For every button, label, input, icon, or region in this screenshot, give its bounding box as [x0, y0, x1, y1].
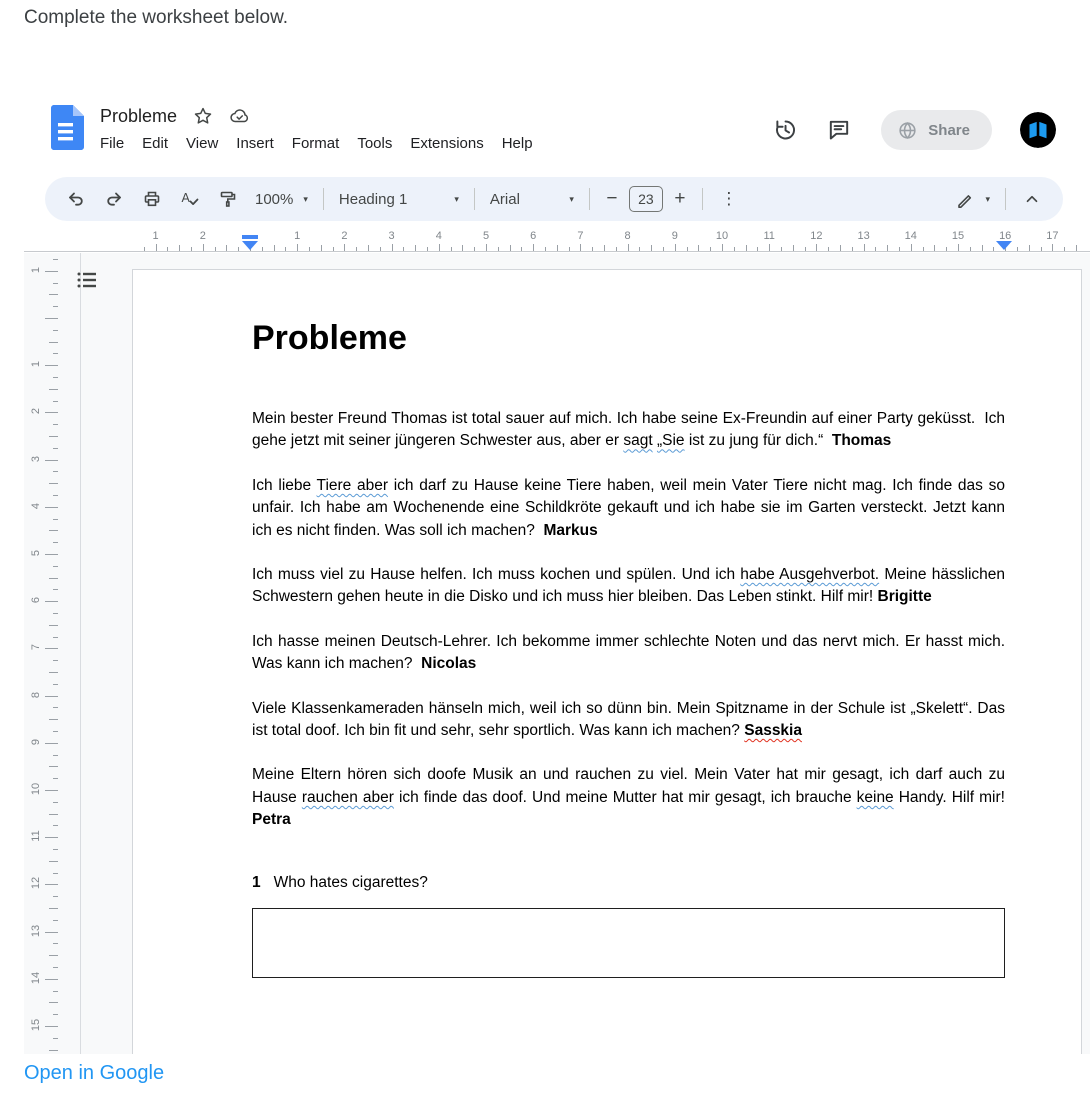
ruler-tick	[510, 245, 511, 251]
ruler-tick	[53, 802, 58, 803]
ruler-tick	[698, 245, 699, 251]
text-run: „Sie	[656, 432, 685, 450]
text-run: keine	[856, 788, 894, 806]
ruler-tick	[45, 790, 58, 791]
ruler-number: 2	[30, 408, 42, 415]
font-select[interactable]: Arial ▾	[482, 181, 582, 217]
ruler-number: 1	[30, 266, 42, 273]
ruler-tick	[53, 401, 58, 402]
ruler-tick	[45, 696, 58, 697]
text-run: habe Ausgehverbot.	[740, 566, 880, 584]
ruler-tick	[49, 672, 58, 673]
ruler-tick	[285, 247, 286, 251]
ruler-tick	[53, 259, 58, 260]
ruler-number: 11	[30, 830, 42, 842]
menu-view[interactable]: View	[177, 133, 227, 154]
ruler-tick	[191, 247, 192, 251]
ruler-tick	[49, 342, 58, 343]
ruler-number: 10	[715, 230, 729, 242]
ruler-tick	[49, 625, 58, 626]
ruler-tick	[49, 483, 58, 484]
ruler-tick	[781, 247, 782, 251]
decrease-font-size-button[interactable]: −	[597, 181, 627, 217]
undo-button[interactable]	[57, 181, 95, 217]
ruler-number: 11	[763, 230, 775, 242]
ruler-tick	[53, 778, 58, 779]
menu-help[interactable]: Help	[493, 133, 542, 154]
ruler-tick	[557, 245, 558, 251]
ruler-number: 17	[1046, 230, 1059, 242]
ruler-tick	[521, 247, 522, 251]
share-button[interactable]	[881, 110, 992, 150]
ruler-tick	[49, 530, 58, 531]
text-run: Handy. Hilf mir!	[893, 788, 1010, 806]
comments-icon[interactable]	[827, 118, 851, 142]
first-line-indent-marker[interactable]	[242, 235, 258, 239]
open-in-google-link[interactable]: Open in Google	[24, 1062, 165, 1084]
ruler-tick	[474, 247, 475, 251]
ruler-tick	[53, 377, 58, 378]
ruler-number: 7	[30, 644, 42, 651]
ruler-number: 14	[30, 971, 42, 984]
ruler-tick	[757, 247, 758, 251]
ruler-tick	[734, 247, 735, 251]
ruler-tick	[651, 245, 652, 251]
ruler-tick	[45, 318, 58, 319]
ruler-tick	[840, 245, 841, 251]
ruler-number: 3	[30, 455, 42, 462]
text-run: Ich liebe	[252, 476, 317, 494]
ruler-tick	[687, 247, 688, 251]
ruler-tick	[722, 244, 723, 251]
globe-icon	[897, 120, 918, 141]
ruler-tick	[710, 247, 711, 251]
ruler-tick	[53, 660, 58, 661]
ruler-tick	[45, 271, 58, 272]
ruler-tick	[616, 247, 617, 251]
google-docs-logo-icon[interactable]	[50, 104, 85, 150]
ruler-tick	[344, 244, 345, 251]
ruler-tick	[53, 330, 58, 331]
ruler-tick	[53, 849, 58, 850]
paint-format-button[interactable]	[209, 181, 247, 217]
text-run: rauchen aber	[301, 788, 394, 806]
text-run: Ich hasse meinen Deutsch-Lehrer. Ich bekomme immer schlechte Noten und das nervt mich. Er hasst mich. Was kann ich machen?	[252, 632, 1010, 673]
more-options-button[interactable]: ⋮	[710, 181, 748, 217]
text-run: ich darf zu Hause keine Tiere haben, weil mein Vater Tiere nicht mag. Ich finde das so unfair. Ich habe am Wochenende eine Schildkröte gekauft und ich habe sie im Garten versteckt. Jetzt kann ich es nicht finden. Was soll ich machen?	[252, 476, 1010, 539]
ruler-tick	[45, 1026, 58, 1027]
author-name: Markus	[543, 521, 598, 539]
share-label: Share	[928, 121, 970, 139]
question-text: Who hates cigarettes?	[273, 873, 428, 891]
ruler-number: 4	[30, 502, 42, 509]
ruler-tick	[53, 896, 58, 897]
font-size-input[interactable]: 23	[629, 186, 663, 212]
ruler-number: 13	[30, 924, 42, 937]
ruler-tick	[53, 448, 58, 449]
ruler-tick	[49, 436, 58, 437]
ruler-tick	[1064, 247, 1065, 251]
ruler-tick	[53, 825, 58, 826]
ruler-tick	[545, 247, 546, 251]
ruler-tick	[53, 471, 58, 472]
ruler-tick	[675, 244, 676, 251]
ruler-tick	[226, 245, 227, 251]
ruler-tick	[970, 247, 971, 251]
left-indent-marker[interactable]	[242, 241, 258, 250]
ruler-tick	[156, 244, 157, 251]
ruler-tick	[49, 1002, 58, 1003]
chevron-down-icon: ▾	[303, 193, 308, 204]
ruler-number: 7	[577, 230, 584, 242]
ruler-tick	[45, 648, 58, 649]
ruler-tick	[274, 245, 275, 251]
ruler-tick	[875, 247, 876, 251]
ruler-tick	[45, 979, 58, 980]
ruler-tick	[215, 247, 216, 251]
toolbar	[45, 177, 1063, 221]
text-run: Meine Eltern hören sich doofe Musik an und rauchen zu viel. Mein Vater hat mir gesagt, ich darf auch zu Hause	[252, 766, 1010, 806]
version-history-icon[interactable]	[773, 118, 797, 142]
zoom-select[interactable]: 100% ▾	[247, 181, 316, 217]
ruler-tick	[793, 245, 794, 251]
paragraph	[252, 631, 1010, 676]
author-name: Brigitte	[877, 588, 932, 606]
ruler-number: 14	[904, 230, 917, 242]
ruler-number: 8	[30, 691, 42, 698]
ruler-tick	[49, 389, 58, 390]
ruler-tick	[746, 245, 747, 251]
ruler-tick	[923, 247, 924, 251]
ruler-number: 6	[530, 230, 537, 242]
doc-heading: Probleme	[252, 319, 407, 357]
vertical-ruler[interactable]	[24, 253, 81, 1054]
docs-header	[24, 93, 1090, 170]
author-name: Sasskia	[744, 722, 802, 740]
ruler-tick	[53, 731, 58, 732]
ruler-tick	[580, 244, 581, 251]
ruler-tick	[49, 294, 58, 295]
ruler-tick	[53, 1038, 58, 1039]
ruler-number: 1	[30, 361, 42, 368]
ruler-tick	[53, 755, 58, 756]
collapse-toolbar-button[interactable]	[1013, 181, 1051, 217]
ruler-tick	[321, 245, 322, 251]
account-avatar[interactable]	[1020, 112, 1056, 148]
ruler-tick	[53, 353, 58, 354]
paragraph	[252, 764, 1010, 831]
ruler-tick	[45, 460, 58, 461]
ruler-tick	[179, 245, 180, 251]
ruler-number: 2	[341, 230, 348, 242]
ruler-tick	[333, 247, 334, 251]
ruler-tick	[486, 244, 487, 251]
ruler-tick	[203, 244, 204, 251]
author-name: Petra	[252, 811, 291, 829]
ruler-number: 4	[435, 230, 442, 242]
horizontal-ruler[interactable]	[24, 228, 1090, 252]
ruler-tick	[53, 684, 58, 685]
menu-format[interactable]: Format	[283, 133, 349, 154]
author-name: Nicolas	[421, 655, 477, 673]
text-run: Meine hässlichen Schwestern gehen heute in die Disko und ich muss hier bleiben. Das Leben stinkt. Hilf mir!	[252, 566, 1010, 606]
ruler-number: 1	[294, 230, 301, 242]
ruler-tick	[1029, 245, 1030, 251]
ruler-tick	[946, 247, 947, 251]
author-name: Thomas	[831, 432, 892, 450]
star-icon[interactable]	[193, 106, 213, 126]
toolbar-divider	[702, 188, 703, 210]
ruler-tick	[45, 743, 58, 744]
chevron-down-icon: ▾	[569, 193, 574, 204]
answer-box[interactable]	[252, 908, 1005, 978]
ruler-tick	[49, 908, 58, 909]
ruler-tick	[45, 932, 58, 933]
paragraph	[252, 408, 1010, 453]
ruler-tick	[533, 244, 534, 251]
worksheet-question	[252, 874, 1005, 892]
ruler-tick	[53, 991, 58, 992]
ruler-tick	[769, 244, 770, 251]
ruler-tick	[592, 247, 593, 251]
ruler-tick	[439, 244, 440, 251]
ruler-tick	[934, 245, 935, 251]
ruler-tick	[53, 613, 58, 614]
ruler-tick	[309, 247, 310, 251]
ruler-tick	[368, 245, 369, 251]
ruler-tick	[45, 884, 58, 885]
ruler-tick	[53, 519, 58, 520]
ruler-number: 1	[152, 230, 159, 242]
ruler-tick	[569, 247, 570, 251]
ruler-tick	[45, 507, 58, 508]
document-title[interactable]: Probleme	[100, 105, 178, 126]
text-run: Mein bester Freund Thomas ist total sauer auf mich. Ich habe seine Ex-Freundin auf einer Party geküsst. Ich gehe jetzt mit seiner jüngeren Schwester aus, aber er	[252, 410, 1010, 450]
ruler-tick	[53, 283, 58, 284]
right-indent-marker[interactable]	[996, 241, 1012, 250]
redo-button[interactable]	[95, 181, 133, 217]
ruler-tick	[53, 566, 58, 567]
spellcheck-button[interactable]	[171, 181, 209, 217]
ruler-tick	[53, 542, 58, 543]
ruler-tick	[49, 814, 58, 815]
toolbar-divider	[474, 188, 475, 210]
text-run: Tiere aber	[316, 476, 389, 494]
editing-mode-button[interactable]	[947, 181, 998, 217]
toolbar-divider	[323, 188, 324, 210]
ruler-tick	[852, 247, 853, 251]
google-docs-embed	[24, 93, 1090, 1054]
ruler-tick	[53, 873, 58, 874]
ruler-tick	[53, 943, 58, 944]
ruler-tick	[53, 306, 58, 307]
ruler-tick	[628, 244, 629, 251]
ruler-tick	[403, 247, 404, 251]
chevron-down-icon: ▾	[985, 193, 990, 204]
ruler-tick	[498, 247, 499, 251]
ruler-tick	[45, 365, 58, 366]
ruler-number: 16	[999, 230, 1012, 242]
svg-text:A: A	[181, 191, 190, 205]
ruler-tick	[663, 247, 664, 251]
ruler-tick	[828, 247, 829, 251]
ruler-number: 15	[30, 1018, 42, 1032]
paragraph	[252, 698, 1010, 743]
text-run: Ich muss viel zu Hause helfen. Ich muss kochen und spülen. Und ich	[252, 566, 741, 584]
ruler-tick	[49, 719, 58, 720]
paragraph	[252, 564, 1010, 609]
ruler-tick	[392, 244, 393, 251]
ruler-tick	[639, 247, 640, 251]
increase-font-size-button[interactable]: +	[665, 181, 695, 217]
ruler-tick	[53, 589, 58, 590]
ruler-tick	[167, 247, 168, 251]
ruler-number: 3	[388, 230, 395, 242]
ruler-tick	[49, 766, 58, 767]
menu-tools[interactable]: Tools	[348, 133, 401, 154]
ruler-tick	[1041, 247, 1042, 251]
menubar	[91, 133, 542, 154]
ruler-tick	[911, 244, 912, 251]
text-run: Viele Klassenkameraden hänseln mich, weil ich so dünn bin. Mein Spitzname in der Schule ist „Skelett“. Das ist total doof. Ich bin fit und sehr, sehr sportlich. Was kann ich machen?	[252, 699, 1010, 740]
ruler-tick	[462, 245, 463, 251]
menu-insert[interactable]: Insert	[227, 133, 283, 154]
question-number: 1	[252, 873, 261, 891]
ruler-tick	[53, 707, 58, 708]
ruler-number: 15	[951, 230, 965, 242]
ruler-tick	[49, 861, 58, 862]
menu-file[interactable]: File	[91, 133, 133, 154]
ruler-tick	[45, 412, 58, 413]
ruler-tick	[816, 244, 817, 251]
ruler-tick	[1076, 245, 1077, 251]
ruler-tick	[1052, 244, 1053, 251]
ruler-tick	[49, 578, 58, 579]
ruler-tick	[49, 1050, 58, 1051]
ruler-tick	[604, 245, 605, 251]
ruler-tick	[49, 955, 58, 956]
ruler-tick	[144, 247, 145, 251]
document-canvas	[24, 253, 1090, 1054]
ruler-tick	[238, 247, 239, 251]
ruler-tick	[45, 554, 58, 555]
ruler-tick	[1017, 247, 1018, 251]
menu-edit[interactable]: Edit	[133, 133, 177, 154]
ruler-tick	[53, 920, 58, 921]
ruler-tick	[415, 245, 416, 251]
paragraph	[252, 475, 1010, 542]
ruler-number: 13	[857, 230, 870, 242]
ruler-number: 5	[482, 230, 490, 242]
document-body	[252, 408, 1010, 832]
ruler-tick	[864, 244, 865, 251]
ruler-tick	[427, 247, 428, 251]
ruler-tick	[356, 247, 357, 251]
ruler-tick	[53, 967, 58, 968]
ruler-tick	[899, 247, 900, 251]
ruler-tick	[53, 424, 58, 425]
ruler-tick	[297, 244, 298, 251]
ruler-number: 2	[199, 230, 206, 242]
show-document-outline-icon[interactable]	[76, 270, 98, 290]
print-button[interactable]	[133, 181, 171, 217]
ruler-number: 6	[30, 597, 42, 604]
ruler-tick	[805, 247, 806, 251]
text-run: ist zu jung für dich.“	[684, 432, 832, 450]
ruler-number: 12	[810, 230, 823, 242]
ruler-tick	[380, 247, 381, 251]
task-instruction: Complete the worksheet below.	[24, 7, 289, 28]
text-run: sagt	[623, 432, 653, 450]
toolbar-divider	[1005, 188, 1006, 210]
ruler-tick	[53, 1014, 58, 1015]
ruler-number: 5	[30, 549, 42, 557]
document-page[interactable]	[132, 269, 1082, 1054]
menu-extensions[interactable]: Extensions	[401, 133, 492, 154]
ruler-tick	[887, 245, 888, 251]
ruler-tick	[45, 601, 58, 602]
ruler-tick	[982, 245, 983, 251]
toolbar-divider	[589, 188, 590, 210]
ruler-number: 8	[624, 230, 631, 242]
ruler-number: 12	[30, 877, 42, 890]
paragraph-style-select[interactable]: Heading 1 ▾	[331, 181, 467, 217]
ruler-tick	[958, 244, 959, 251]
ruler-tick	[993, 247, 994, 251]
chevron-down-icon: ▾	[454, 193, 459, 204]
ruler-number: 10	[30, 782, 42, 796]
ruler-tick	[262, 247, 263, 251]
ruler-number: 9	[671, 230, 678, 242]
ruler-tick	[451, 247, 452, 251]
ruler-tick	[53, 637, 58, 638]
ruler-tick	[53, 495, 58, 496]
cloud-status-icon[interactable]	[229, 106, 251, 126]
text-run: ich finde das doof. Und meine Mutter hat mir gesagt, ich brauche	[393, 788, 857, 806]
ruler-tick	[45, 837, 58, 838]
ruler-number: 9	[30, 738, 42, 745]
